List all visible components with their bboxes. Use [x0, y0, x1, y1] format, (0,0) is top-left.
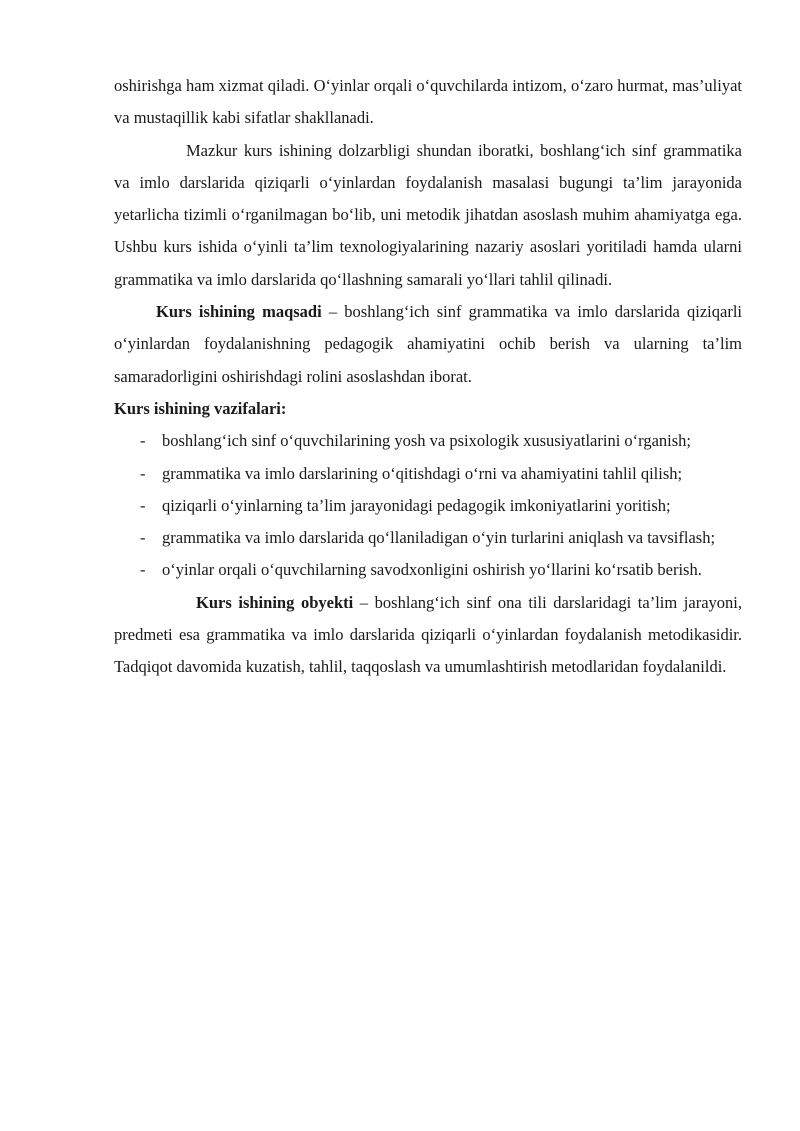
tasks-list — [114, 425, 742, 586]
list-item-text: grammatika va imlo darslarining o‘qitishdagi o‘rni va ahamiyatini tahlil qilish; — [162, 463, 683, 483]
list-item — [114, 554, 742, 586]
goal-text: – boshlang‘ich sinf grammatika va imlo darslarida qiziqarli o‘yinlardan foydalanishning pedagogik ahamiyatini ochib berish va ularning ta’lim samaradorligini oshirishdagi rolini asoslashdan iborat. — [114, 302, 742, 386]
list-dash: - — [140, 560, 146, 580]
paragraph-intro-continuation: oshirishga ham xizmat qiladi. O‘yinlar orqali o‘quvchilarda intizom, o‘zaro hurmat, mas’uliyat va mustaqillik kabi sifatlar shakllanadi. — [114, 76, 742, 128]
object-text: – boshlang‘ich sinf ona tili darslaridagi ta’lim jarayoni, predmeti esa grammatika va imlo darslarida qiziqarli o‘yinlardan foydalanish metodikasidir. Tadqiqot davomida kuzatish, tahlil, taqqoslash va umumlashtirish metodlaridan foydalanildi. — [114, 592, 742, 677]
paragraph-object — [114, 587, 742, 684]
paragraph-goal — [114, 296, 742, 393]
list-item-text: qiziqarli o‘yinlarning ta’lim jarayonidagi pedagogik imkoniyatlarini yoritish; — [162, 495, 671, 515]
list-item-text: grammatika va imlo darslarida qo‘llaniladigan o‘yin turlarini aniqlash va tavsiflash; — [162, 528, 716, 548]
goal-label: Kurs ishining maqsadi — [156, 302, 322, 322]
list-item — [114, 522, 742, 554]
list-dash: - — [140, 528, 146, 548]
list-item-text: boshlang‘ich sinf o‘quvchilarining yosh va psixologik xususiyatlarini o‘rganish; — [162, 431, 692, 451]
tasks-heading: Kurs ishining vazifalari: — [114, 398, 287, 418]
document-page — [114, 70, 742, 684]
object-label: Kurs ishining obyekti — [196, 592, 354, 612]
list-item — [114, 458, 742, 490]
paragraph-relevance: Mazkur kurs ishining dolzarbligi shundan iboratki, boshlang‘ich sinf grammatika va imlo darslarida qiziqarli o‘yinlardan foydalanish masalasi bugungi ta’lim jarayonida yetarlicha tizimli o‘rganilmagan bo‘lib, uni metodik jihatdan asoslash muhim ahamiyatga ega. Ushbu kurs ishida o‘yinli ta’lim texnologiyalarining nazariy asoslari yoritiladi hamda ularni grammatika va imlo darslarida qo‘llashning samarali yo‘llari tahlil qilinadi. — [114, 140, 742, 289]
list-item — [114, 490, 742, 522]
list-dash: - — [140, 431, 146, 451]
list-dash: - — [140, 495, 146, 515]
list-item — [114, 425, 742, 457]
list-item-text: o‘yinlar orqali o‘quvchilarning savodxonligini oshirish yo‘llarini ko‘rsatib berish. — [162, 560, 702, 580]
list-dash: - — [140, 463, 146, 483]
